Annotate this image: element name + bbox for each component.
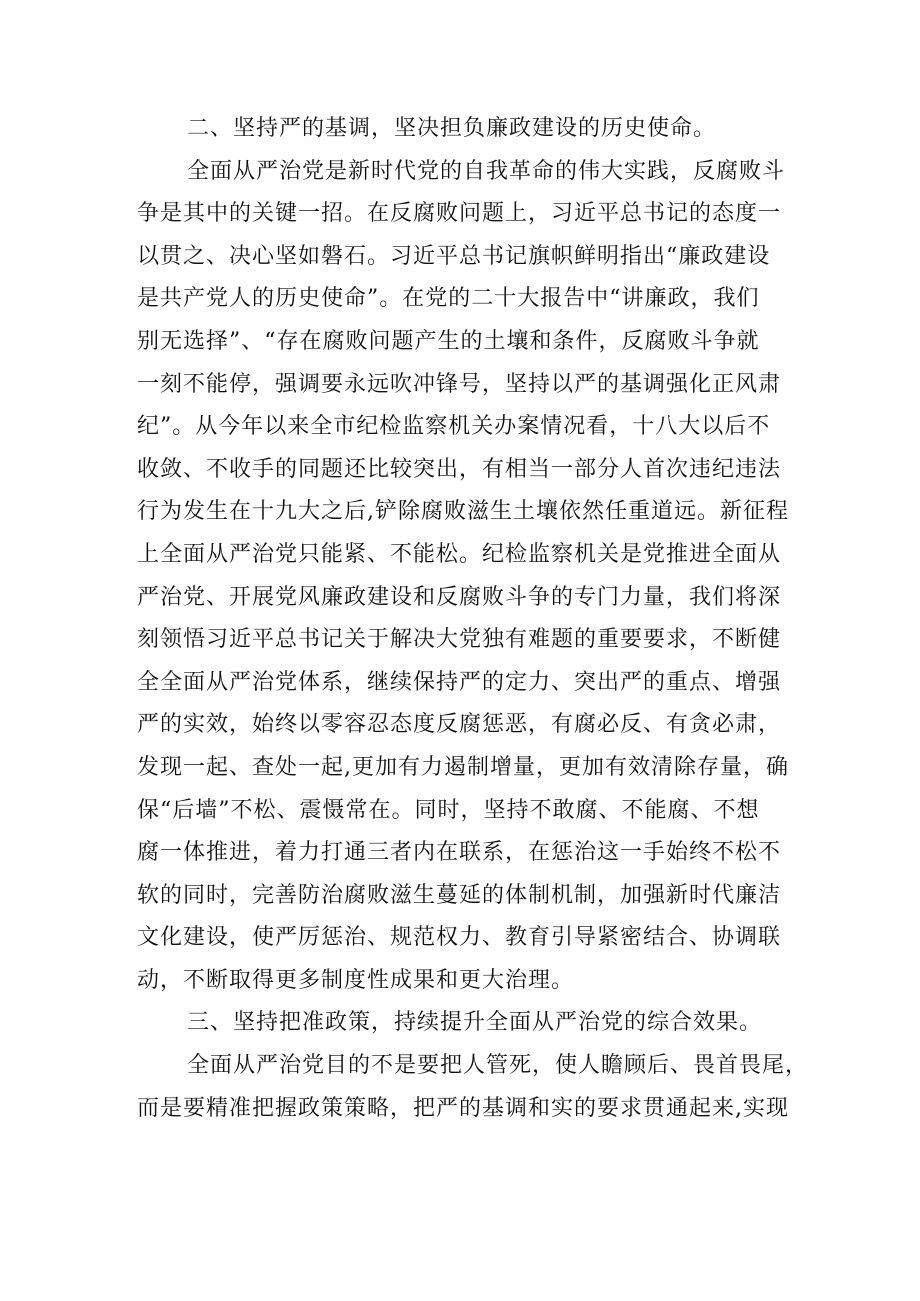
text-line: 刻领悟习近平总书记关于解决大党独有难题的重要要求，不断健 [137,627,782,653]
text-line: 上全面从严治党只能紧、不能松。纪检监察机关是党推进全面从 [137,541,782,567]
text-line: 严的实效，始终以零容忍态度反腐惩恶，有腐必反、有贪必肃， [137,712,782,738]
text-line: 争是其中的关键一招。在反腐败问题上，习近平总书记的态度一 [137,201,782,227]
text-line: 而是要精准把握政策策略，把严的基调和实的要求贯通起来,实现 [137,1095,789,1121]
text-line: 一刻不能停，强调要永远吹冲锋号，坚持以严的基调强化正风肃 [137,371,782,397]
text-line: 全面从严治党是新时代党的自我革命的伟大实践，反腐败斗 [187,158,786,184]
text-line: 动，不断取得更多制度性成果和更大治理。 [137,967,575,993]
text-line: 严治党、开展党风廉政建设和反腐败斗争的专门力量，我们将深 [137,584,782,610]
text-line: 纪”。从今年以来全市纪检监察机关办案情况看，十八大以后不 [137,414,771,440]
text-line: 以贯之、决心坚如磐石。习近平总书记旗帜鲜明指出“廉政建设 [137,243,771,269]
text-line: 三、坚持把准政策，持续提升全面从严治党的综合效果。 [187,1010,763,1036]
text-line: 保“后墙”不松、震慑常在。同时，坚持不敢腐、不能腐、不想 [137,797,760,823]
text-line: 是共产党人的历史使命”。在党的二十大报告中“讲廉政，我们 [137,286,760,312]
document-body [137,108,809,1130]
text-line: 全全面从严治党体系，继续保持严的定力、突出严的重点、增强 [137,669,782,695]
text-line: 行为发生在十九大之后,铲除腐败滋生土壤依然任重道远。新征程 [137,499,789,525]
text-line: 软的同时，完善防治腐败滋生蔓延的体制机制，加强新时代廉洁 [137,882,782,908]
text-line: 别无选择”、“存在腐败问题产生的土壤和条件，反腐败斗争就 [137,328,760,354]
text-line: 全面从严治党目的不是要把人管死，使人瞻顾后、畏首畏尾， [187,1053,809,1079]
text-line: 收敛、不收手的同题还比较突出，有相当一部分人首次违纪违法 [137,456,782,482]
text-line: 腐一体推进，着力打通三者内在联系，在惩治这一手始终不松不 [137,840,782,866]
text-line: 文化建设，使严厉惩治、规范权力、教育引导紧密结合、协调联 [137,925,782,951]
text-line: 发现一起、查处一起,更加有力遏制增量，更加有效清除存量，确 [137,754,789,780]
text-line: 二、坚持严的基调，坚决担负廉政建设的历史使命。 [187,116,717,141]
